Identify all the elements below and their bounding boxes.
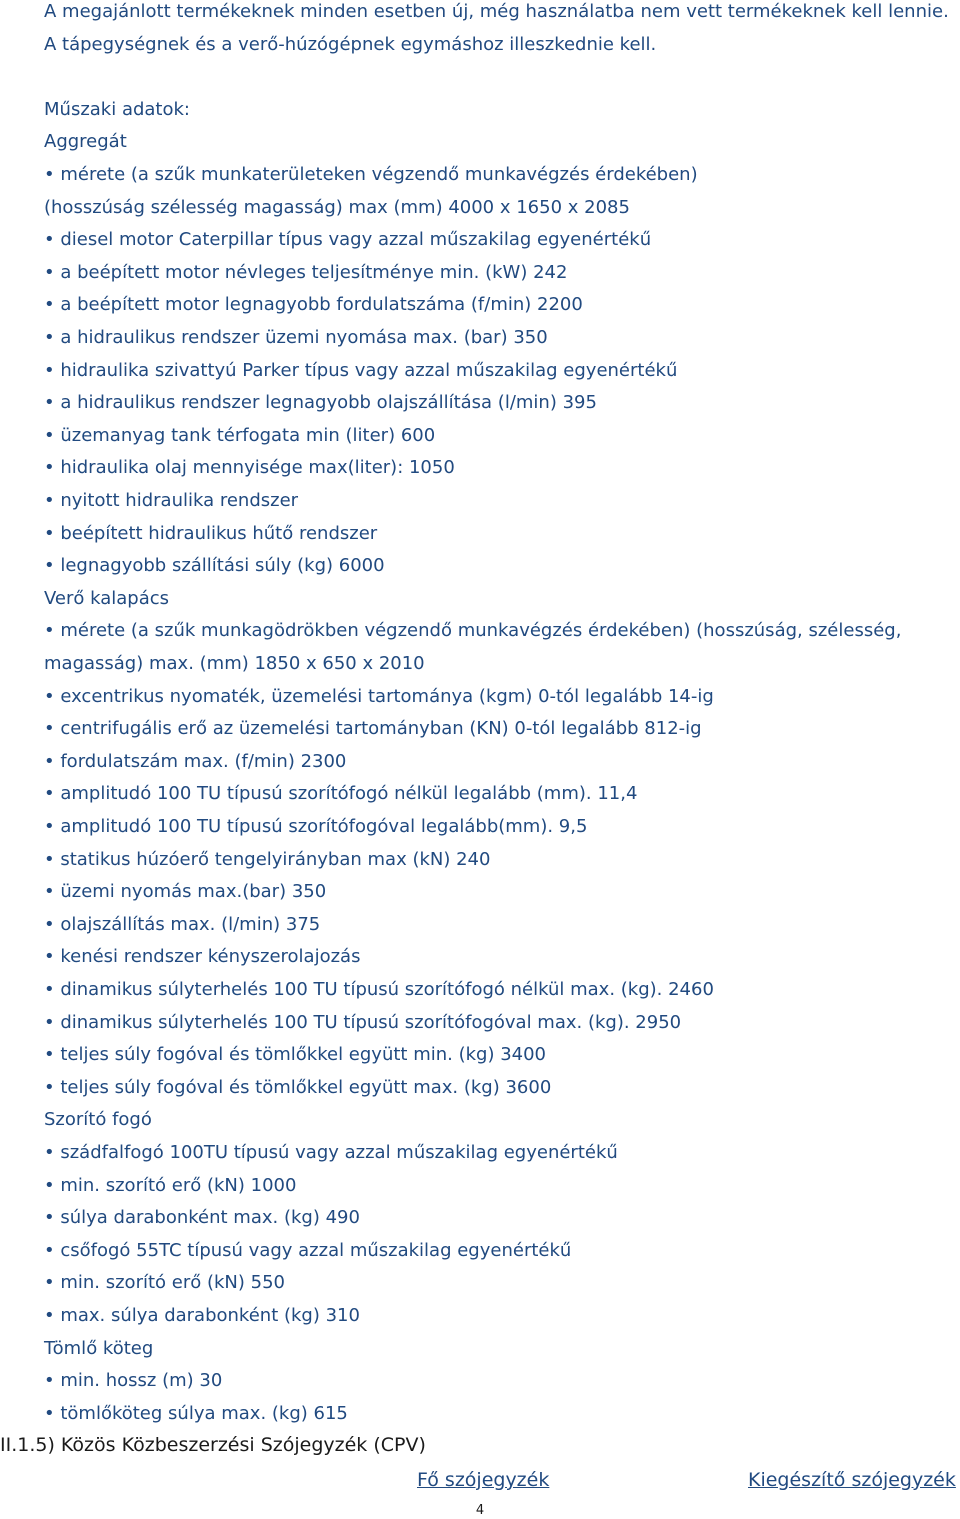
bullet-item: • statikus húzóerő tengelyirányban max (kN) 240 (44, 848, 491, 870)
bullet-item: • amplitudó 100 TU típusú szorítófogóval legalább(mm). 9,5 (44, 816, 588, 837)
bullet-item: • max. súlya darabonként (kg) 310 (44, 1305, 360, 1326)
bullet-item: • dinamikus súlyterhelés 100 TU típusú szorítófogó nélkül max. (kg). 2460 (44, 979, 714, 1000)
bullet-item: • a beépített motor névleges teljesítménye min. (kW) 242 (44, 261, 568, 283)
text-line: Aggregát (44, 131, 127, 153)
bullet-item: • mérete (a szűk munkagödrökben végzendő munkavégzés érdekében) (hosszúság, szélesség, (44, 620, 902, 642)
bullet-item: • legnagyobb szállítási súly (kg) 6000 (44, 555, 385, 577)
main-vocabulary-link[interactable]: Fő szójegyzék (417, 1469, 550, 1491)
bullet-item: • kenési rendszer kényszerolajozás (44, 946, 361, 968)
bullet-item: • nyitott hidraulika rendszer (44, 490, 299, 511)
bullet-item: • beépített hidraulikus hűtő rendszer (44, 522, 378, 544)
bullet-item: • hidraulika szivattyú Parker típus vagy azzal műszakilag egyenértékű (44, 359, 678, 381)
bullet-item: • mérete (a szűk munkaterületeken végzendő munkavégzés érdekében) (44, 164, 698, 185)
text-line: Tömlő köteg (44, 1337, 154, 1359)
bullet-item: • a beépített motor legnagyobb fordulatszáma (f/min) 2200 (44, 294, 583, 316)
bullet-item: • teljes súly fogóval és tömlőkkel együtt min. (kg) 3400 (44, 1044, 547, 1066)
bullet-item: • olajszállítás max. (l/min) 375 (44, 913, 321, 935)
supplementary-vocabulary-link[interactable]: Kiegészítő szójegyzék (748, 1469, 956, 1491)
text-line: Műszaki adatok: (44, 98, 190, 120)
bullet-item: • hidraulika olaj mennyisége max(liter): 1050 (44, 457, 455, 479)
bullet-item: • centrifugális erő az üzemelési tartományban (KN) 0-tól legalább 812-ig (44, 718, 702, 740)
bullet-item: • min. hossz (m) 30 (44, 1370, 223, 1392)
section-heading: II.1.5) Közös Közbeszerzési Szójegyzék (CPV) (0, 1434, 426, 1456)
bullet-item: • fordulatszám max. (f/min) 2300 (44, 750, 347, 772)
bullet-item: • súlya darabonként max. (kg) 490 (44, 1207, 360, 1229)
bullet-item: • a hidraulikus rendszer üzemi nyomása max. (bar) 350 (44, 327, 548, 348)
page-number: 4 (475, 1503, 485, 1518)
bullet-item: • excentrikus nyomaték, üzemelési tartománya (kgm) 0-tól legalább 14-ig (44, 685, 714, 707)
text-line: Szorító fogó (44, 1109, 152, 1131)
bullet-item: • csőfogó 55TC típusú vagy azzal műszakilag egyenértékű (44, 1239, 572, 1261)
bullet-item: • teljes súly fogóval és tömlőkkel együtt max. (kg) 3600 (44, 1076, 552, 1098)
bullet-item: • diesel motor Caterpillar típus vagy azzal műszakilag egyenértékű (44, 229, 652, 251)
text-line: A tápegységnek és a verő-húzógépnek egymáshoz illeszkednie kell. (44, 33, 657, 55)
bullet-item: • szádfalfogó 100TU típusú vagy azzal műszakilag egyenértékű (44, 1142, 618, 1163)
bullet-item: • üzemi nyomás max.(bar) 350 (44, 881, 327, 903)
text-line: (hosszúság szélesség magasság) max (mm) 4000 x 1650 x 2085 (44, 196, 630, 218)
bullet-item: • amplitudó 100 TU típusú szorítófogó nélkül legalább (mm). 11,4 (44, 783, 638, 805)
text-line: Verő kalapács (44, 587, 170, 609)
bullet-item: • üzemanyag tank térfogata min (liter) 600 (44, 424, 436, 446)
text-line: magasság) max. (mm) 1850 x 650 x 2010 (44, 653, 425, 674)
bullet-item: • tömlőköteg súlya max. (kg) 615 (44, 1402, 348, 1424)
bullet-item: • a hidraulikus rendszer legnagyobb olajszállítása (l/min) 395 (44, 392, 597, 414)
bullet-item: • min. szorító erő (kN) 1000 (44, 1174, 297, 1196)
bullet-item: • dinamikus súlyterhelés 100 TU típusú szorítófogóval max. (kg). 2950 (44, 1011, 682, 1033)
text-line: A megajánlott termékeknek minden esetben új, még használatba nem vett termékeknek kell lennie. (44, 1, 949, 22)
bullet-item: • min. szorító erő (kN) 550 (44, 1272, 285, 1294)
